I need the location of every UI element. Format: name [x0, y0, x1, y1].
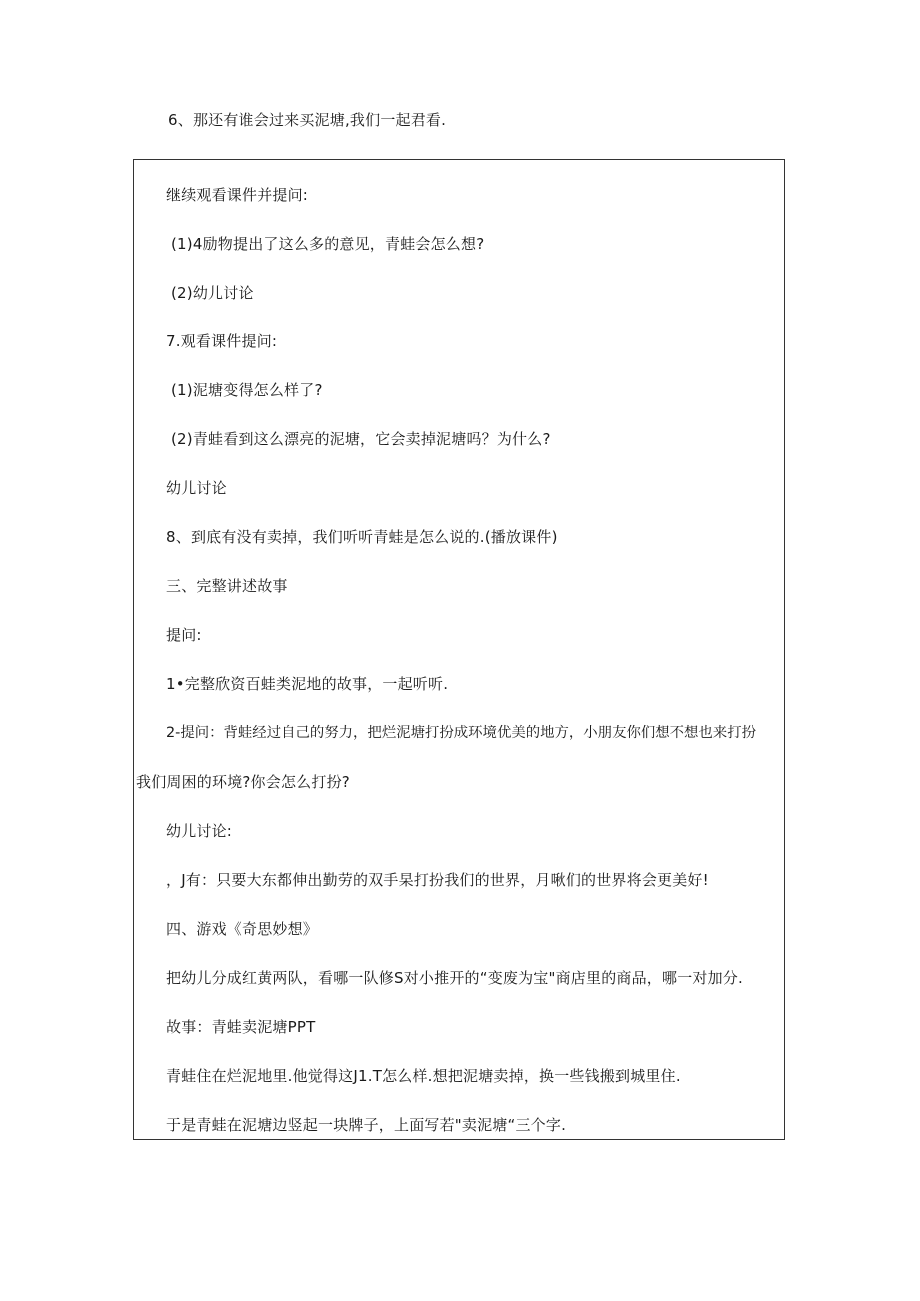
text-line: 故事：青蛙卖泥塘PPT	[166, 1018, 316, 1036]
text-line: 于是青蛙在泥塘边竖起一块牌子，上面写若"卖泥塘“三个字.	[166, 1116, 567, 1134]
text-line: 四、游戏《奇思妙想》	[166, 920, 319, 938]
text-line: (2)青蛙看到这么漂亮的泥塘，它会卖掉泥塘吗？为什么?	[171, 430, 551, 448]
text-line: 7.观看课件提问:	[166, 332, 278, 350]
text-line: 我们周困的环境?你会怎么打扮?	[136, 773, 350, 791]
text-line: 幼儿讨论	[166, 479, 227, 497]
text-line: 继续观看课件并提问:	[166, 186, 309, 204]
text-line: 幼儿讨论:	[166, 822, 233, 840]
text-line: 把幼儿分成红黄两队，看哪一队修S对小推开的“变废为宝"商店里的商品，哪一对加分.	[166, 969, 743, 987]
content-box	[133, 159, 785, 1140]
text-line: (2)幼儿讨论	[171, 284, 254, 302]
heading-line: 6、那还有谁会过来买泥塘,我们一起君看.	[168, 111, 447, 129]
text-line: ，J有：只要大东都伸出勤劳的双手杲打扮我们的世界，月啾们的世界将会更美好!	[166, 871, 709, 889]
text-line: (1)4励物提出了这么多的意见，青蛙会怎么想?	[171, 235, 485, 253]
text-line: 三、完整讲述故事	[166, 577, 288, 595]
text-line: 8、到底有没有卖掉，我们听听青蛙是怎么说的.(播放课件)	[166, 528, 558, 546]
text-line: 青蛙住在烂泥地里.他觉得这J1.T怎么样.想把泥塘卖掉，换一些钱搬到城里住.	[166, 1067, 681, 1085]
text-line: 1•完整欣资百蛙类泥地的故事，一起听听.	[166, 675, 449, 693]
text-line: 2-提问：背蛙经过自己的努力，把烂泥塘打扮成环境优美的地方，小朋友你们想不想也来打扮	[166, 725, 756, 741]
text-line: (1)泥塘变得怎么样了?	[171, 381, 323, 399]
text-line: 提问:	[166, 626, 202, 644]
